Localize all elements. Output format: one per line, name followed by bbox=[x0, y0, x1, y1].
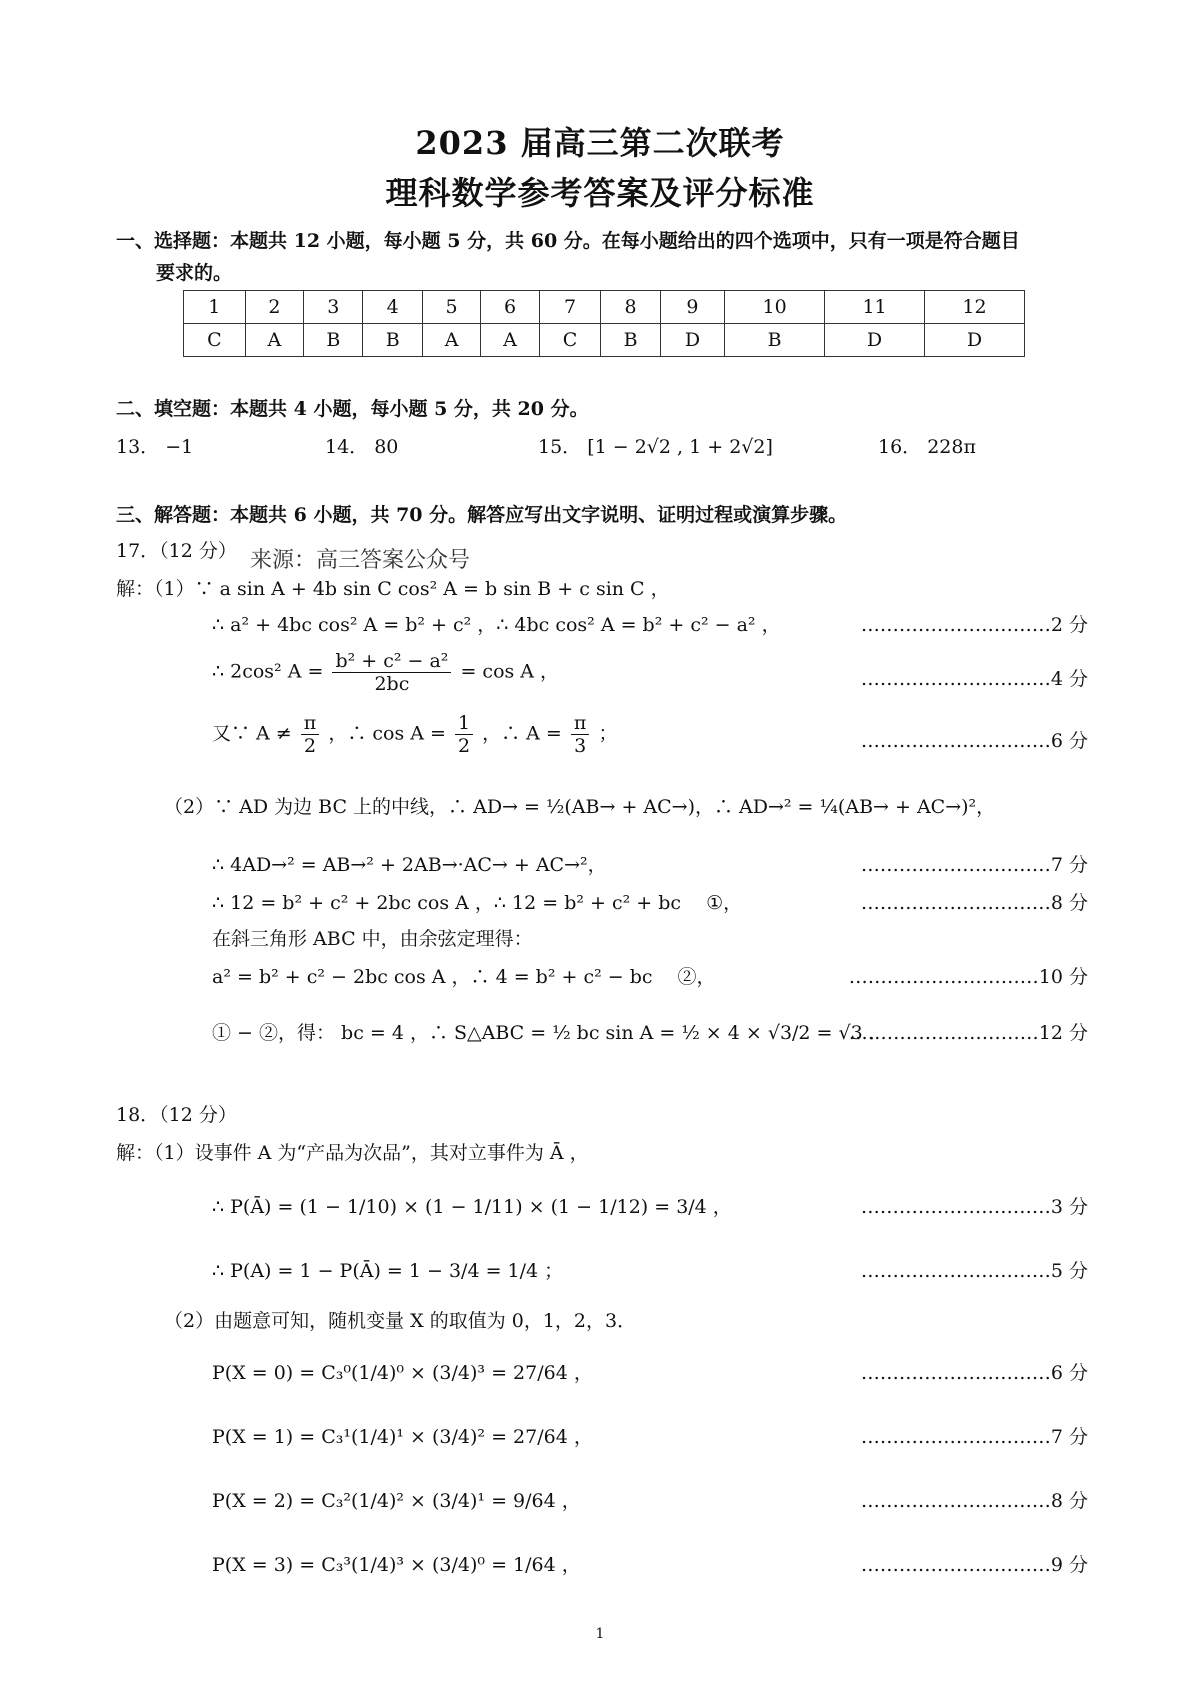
table-cell: B bbox=[363, 324, 422, 357]
score-marker: …………………………6 分 bbox=[860, 1362, 1088, 1384]
fraction-denominator: 2 bbox=[457, 735, 471, 757]
section3-heading: 三、解答题：本题共 6 小题，共 70 分。解答应写出文字说明、证明过程或演算步骤。 bbox=[116, 504, 848, 526]
q17-text: = cos A ， bbox=[460, 660, 560, 683]
q17-line: 在斜三角形 ABC 中，由余弦定理得： bbox=[212, 928, 533, 950]
q18-line: ∴ P(Ā) = (1 − 1/10) × (1 − 1/11) × (1 − 1/12) = 3/4 ， bbox=[212, 1196, 732, 1218]
table-cell: 11 bbox=[825, 291, 925, 324]
table-cell: A bbox=[481, 324, 539, 357]
fill-answer-14: 14． 80 bbox=[325, 436, 399, 458]
score-marker: …………………………7 分 bbox=[860, 1426, 1088, 1448]
q18-line: P(X = 0) = C₃⁰(1/4)⁰ × (3/4)³ = 27/64 ， bbox=[212, 1362, 593, 1384]
table-cell: B bbox=[304, 324, 363, 357]
table-cell: A bbox=[422, 324, 480, 357]
exam-title: 2023 届高三第二次联考 bbox=[415, 124, 785, 162]
score-marker: …………………………3 分 bbox=[860, 1196, 1088, 1218]
q17-line: 解：（1）∵ a sin A + 4b sin C cos² A = b sin B + c sin C ， bbox=[116, 578, 670, 600]
q17-line: ① − ②，得： bc = 4 ，∴ S△ABC = ½ bc sin A = ½ × 4 × √3/2 = √3 ． bbox=[212, 1022, 888, 1044]
fraction-numerator: π bbox=[571, 712, 590, 735]
q18-line: P(X = 1) = C₃¹(1/4)¹ × (3/4)² = 27/64 ， bbox=[212, 1426, 593, 1448]
table-row-answers bbox=[184, 324, 1025, 357]
score-marker: …………………………8 分 bbox=[860, 892, 1088, 914]
score-marker: …………………………12 分 bbox=[848, 1022, 1088, 1044]
table-cell: C bbox=[184, 324, 246, 357]
score-marker: …………………………7 分 bbox=[860, 854, 1088, 876]
source-watermark: 来源：高三答案公众号 bbox=[250, 548, 471, 573]
table-cell: 5 bbox=[422, 291, 480, 324]
table-cell: C bbox=[539, 324, 601, 357]
score-marker: …………………………4 分 bbox=[860, 668, 1088, 690]
fraction bbox=[301, 712, 320, 757]
q18-line: ∴ P(A) = 1 − P(Ā) = 1 − 3/4 = 1/4 ； bbox=[212, 1260, 564, 1282]
fraction-numerator: 1 bbox=[455, 712, 473, 735]
fraction-denominator: 3 bbox=[574, 735, 587, 757]
q18-line: （2）由题意可知，随机变量 X 的取值为 0，1，2，3． bbox=[164, 1310, 637, 1332]
exam-subtitle: 理科数学参考答案及评分标准 bbox=[385, 174, 815, 212]
table-cell: D bbox=[660, 324, 724, 357]
fill-answer-16: 16． 228π bbox=[878, 436, 976, 458]
score-marker: …………………………2 分 bbox=[860, 614, 1088, 636]
q18-line: P(X = 3) = C₃³(1/4)³ × (3/4)⁰ = 1/64 ， bbox=[212, 1554, 581, 1576]
section1-heading: 一、选择题：本题共 12 小题，每小题 5 分，共 60 分。在每小题给出的四个选项中，只有一项是符合题目 bbox=[116, 230, 1020, 252]
table-cell: 10 bbox=[725, 291, 825, 324]
q17-line: ∴ a² + 4bc cos² A = b² + c² ，∴ 4bc cos² A = b² + c² − a² ， bbox=[212, 614, 781, 636]
q17-text: ； bbox=[598, 722, 618, 745]
table-cell: B bbox=[725, 324, 825, 357]
fill-answer-15: 15． [1 − 2√2 , 1 + 2√2] bbox=[538, 436, 773, 458]
q18-heading: 18．（12 分） bbox=[116, 1104, 237, 1126]
fraction-denominator: 2 bbox=[303, 735, 317, 757]
q17-text: 又∵ A ≠ bbox=[212, 722, 292, 745]
table-cell: 7 bbox=[539, 291, 601, 324]
table-cell: 1 bbox=[184, 291, 246, 324]
q17-text: ∴ 2cos² A = bbox=[212, 660, 324, 683]
q18-line: 解：（1）设事件 A 为“产品为次品”，其对立事件为 Ā ， bbox=[116, 1142, 589, 1164]
q17-text: ，∴ cos A = bbox=[328, 722, 446, 745]
q17-line: （2）∵ AD 为边 BC 上的中线，∴ AD→ = ½(AB→ + AC→)，∴ AD→² = ¼(AB→ + AC→)²， bbox=[164, 796, 996, 818]
table-cell: 3 bbox=[304, 291, 363, 324]
q17-line: ∴ 4AD→² = AB→² + 2AB→·AC→ + AC→²， bbox=[212, 854, 607, 876]
q17-line: a² = b² + c² − 2bc cos A ，∴ 4 = b² + c² − bc ②， bbox=[212, 966, 716, 988]
table-cell: 12 bbox=[924, 291, 1024, 324]
fraction bbox=[455, 712, 473, 757]
fraction-denominator: 2bc bbox=[374, 673, 410, 695]
section1-heading-cont: 要求的。 bbox=[156, 262, 233, 284]
fraction bbox=[571, 712, 590, 757]
table-row-numbers bbox=[184, 291, 1025, 324]
page-number: 1 bbox=[595, 1626, 605, 1642]
table-cell: A bbox=[245, 324, 303, 357]
fraction bbox=[332, 650, 451, 695]
q18-line: P(X = 2) = C₃²(1/4)² × (3/4)¹ = 9/64 ， bbox=[212, 1490, 581, 1512]
table-cell: 6 bbox=[481, 291, 539, 324]
table-cell: D bbox=[825, 324, 925, 357]
score-marker: …………………………6 分 bbox=[860, 730, 1088, 752]
table-cell: D bbox=[924, 324, 1024, 357]
table-cell: B bbox=[601, 324, 660, 357]
score-marker: …………………………10 分 bbox=[848, 966, 1088, 988]
fill-answer-13: 13． −1 bbox=[116, 436, 194, 458]
table-cell: 4 bbox=[363, 291, 422, 324]
score-marker: …………………………8 分 bbox=[860, 1490, 1088, 1512]
section2-heading: 二、填空题：本题共 4 小题，每小题 5 分，共 20 分。 bbox=[116, 398, 589, 420]
score-marker: …………………………5 分 bbox=[860, 1260, 1088, 1282]
table-cell: 2 bbox=[245, 291, 303, 324]
score-marker: …………………………9 分 bbox=[860, 1554, 1088, 1576]
q17-line: ∴ 12 = b² + c² + 2bc cos A ，∴ 12 = b² + c² + bc ①， bbox=[212, 892, 743, 914]
q17-fraction-line bbox=[212, 712, 617, 757]
q17-heading: 17．（12 分） bbox=[116, 540, 237, 562]
fraction-numerator: b² + c² − a² bbox=[332, 650, 451, 673]
table-cell: 8 bbox=[601, 291, 660, 324]
table-cell: 9 bbox=[660, 291, 724, 324]
choice-answer-table bbox=[183, 290, 1025, 357]
q17-text: ，∴ A = bbox=[482, 722, 562, 745]
fraction-numerator: π bbox=[301, 712, 320, 735]
q17-fraction-line bbox=[212, 650, 559, 695]
